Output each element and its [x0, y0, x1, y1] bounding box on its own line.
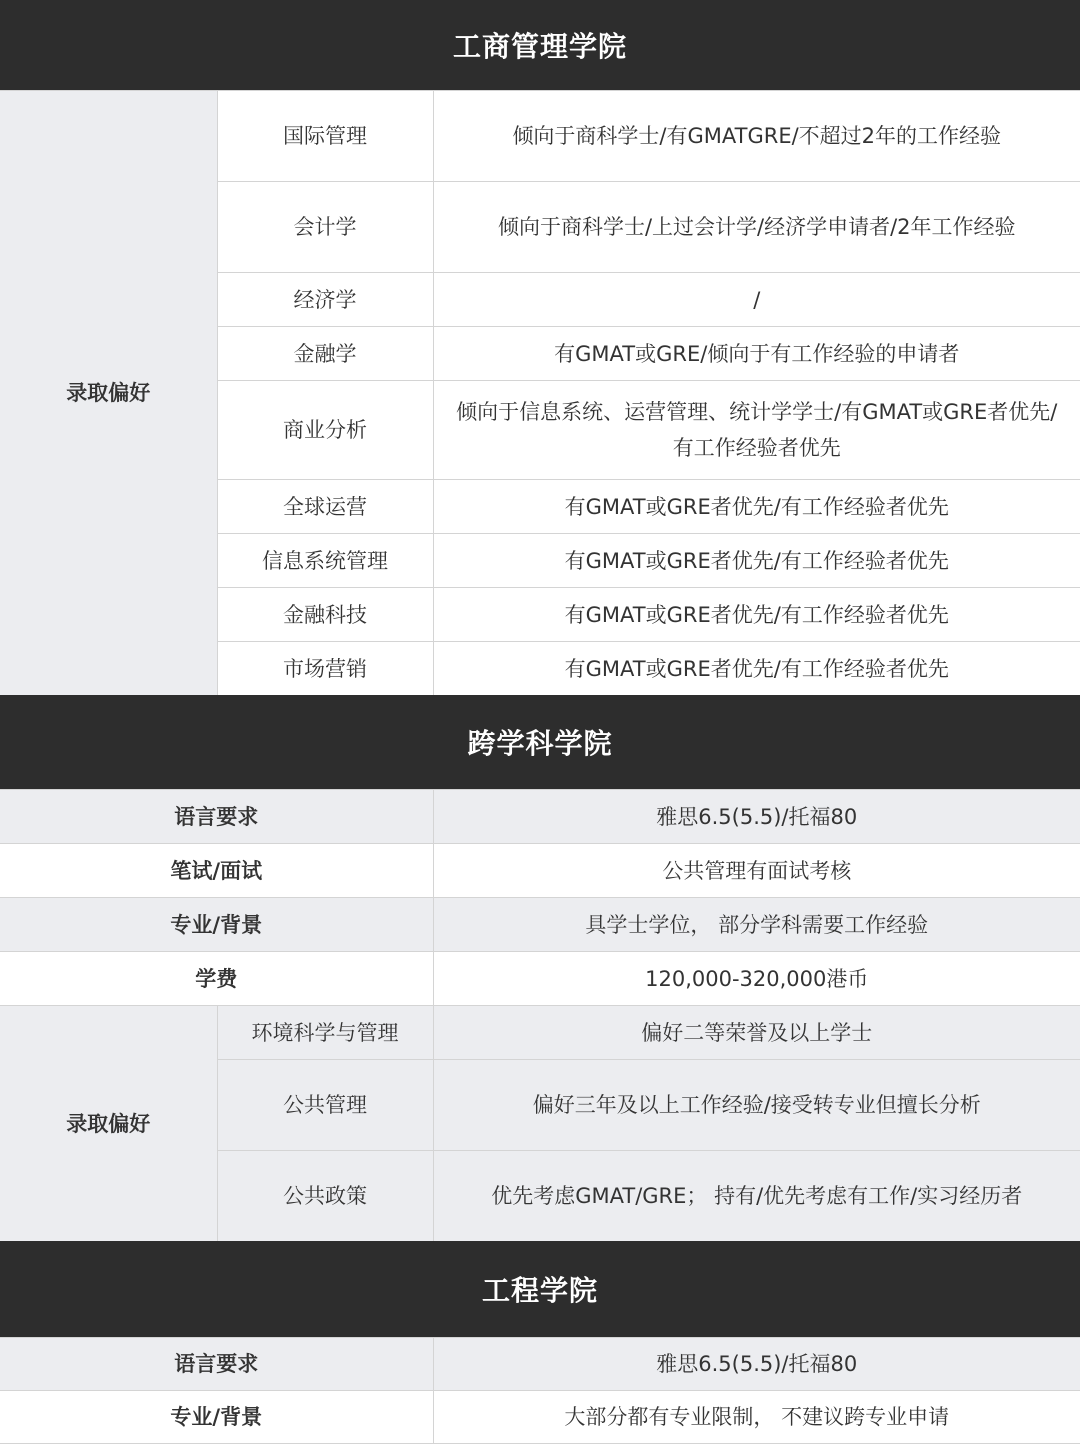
table-row — [0, 952, 1080, 1006]
preference-text: 倾向于商科学士/上过会计学/经济学申请者/2年工作经验 — [433, 182, 1080, 273]
engineering-info-table — [0, 1337, 1080, 1444]
table-row — [0, 91, 1080, 182]
interdisciplinary-info-table — [0, 789, 1080, 1006]
table-row — [0, 1391, 1080, 1444]
info-label: 学费 — [0, 952, 433, 1006]
table-row — [0, 1006, 1080, 1060]
business-school-table — [0, 90, 1080, 696]
preference-text: 偏好二等荣誉及以上学士 — [433, 1006, 1080, 1060]
preference-text: 有GMAT或GRE者优先/有工作经验者优先 — [433, 480, 1080, 534]
section-header-business — [0, 0, 1080, 90]
preference-text: 倾向于信息系统、运营管理、统计学学士/有GMAT或GRE者优先/有工作经验者优先 — [433, 381, 1080, 480]
section-header-engineering — [0, 1241, 1080, 1337]
preference-text: 优先考虑GMAT/GRE； 持有/优先考虑有工作/实习经历者 — [433, 1151, 1080, 1242]
preference-text: 有GMAT或GRE/倾向于有工作经验的申请者 — [433, 327, 1080, 381]
major-name: 市场营销 — [217, 642, 433, 696]
preference-text: 偏好三年及以上工作经验/接受转专业但擅长分析 — [433, 1060, 1080, 1151]
major-name: 金融学 — [217, 327, 433, 381]
major-name: 经济学 — [217, 273, 433, 327]
major-name: 公共管理 — [217, 1060, 433, 1151]
major-name: 金融科技 — [217, 588, 433, 642]
table-row — [0, 844, 1080, 898]
info-label: 专业/背景 — [0, 898, 433, 952]
info-label: 语言要求 — [0, 790, 433, 844]
interdisciplinary-preference-table — [0, 1005, 1080, 1242]
section-title: 跨学科学院 — [467, 727, 613, 760]
preference-text: 有GMAT或GRE者优先/有工作经验者优先 — [433, 534, 1080, 588]
major-name: 环境科学与管理 — [217, 1006, 433, 1060]
info-value: 公共管理有面试考核 — [433, 844, 1080, 898]
info-value: 雅思6.5(5.5)/托福80 — [433, 790, 1080, 844]
info-value: 具学士学位， 部分学科需要工作经验 — [433, 898, 1080, 952]
section-header-interdisciplinary — [0, 695, 1080, 789]
major-name: 会计学 — [217, 182, 433, 273]
major-name: 全球运营 — [217, 480, 433, 534]
section-title: 工程学院 — [481, 1274, 598, 1307]
table-row — [0, 790, 1080, 844]
preference-text: / — [433, 273, 1080, 327]
info-label: 语言要求 — [0, 1338, 433, 1391]
info-value: 雅思6.5(5.5)/托福80 — [433, 1338, 1080, 1391]
category-label: 录取偏好 — [0, 1006, 217, 1242]
preference-text: 倾向于商科学士/有GMATGRE/不超过2年的工作经验 — [433, 91, 1080, 182]
info-label: 专业/背景 — [0, 1391, 433, 1444]
preference-text: 有GMAT或GRE者优先/有工作经验者优先 — [433, 642, 1080, 696]
table-row — [0, 898, 1080, 952]
preference-text: 有GMAT或GRE者优先/有工作经验者优先 — [433, 588, 1080, 642]
major-name: 公共政策 — [217, 1151, 433, 1242]
major-name: 商业分析 — [217, 381, 433, 480]
table-row — [0, 1338, 1080, 1391]
major-name: 信息系统管理 — [217, 534, 433, 588]
section-title: 工商管理学院 — [452, 30, 627, 63]
category-label: 录取偏好 — [0, 91, 217, 696]
info-label: 笔试/面试 — [0, 844, 433, 898]
major-name: 国际管理 — [217, 91, 433, 182]
info-value: 120,000-320,000港币 — [433, 952, 1080, 1006]
info-value: 大部分都有专业限制， 不建议跨专业申请 — [433, 1391, 1080, 1444]
